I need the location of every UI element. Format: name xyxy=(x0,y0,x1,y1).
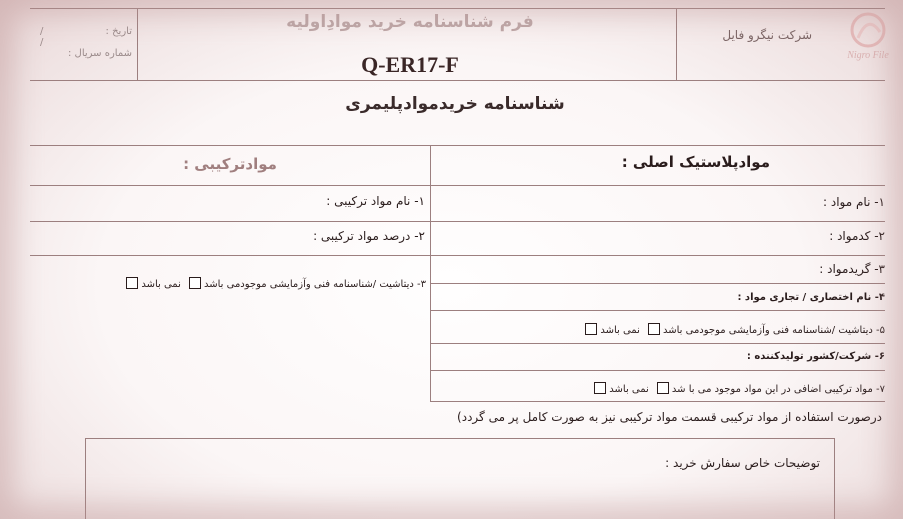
table-center-divider xyxy=(430,145,431,402)
table-row-line xyxy=(30,221,885,222)
right-additives-label: ۷- مواد ترکیبی اضافی در این مواد موجود می با شد xyxy=(671,384,885,395)
table-row-line xyxy=(30,185,885,186)
left-datasheet-available-checkbox[interactable] xyxy=(189,277,201,289)
right-datasheet-unavailable-checkbox[interactable] xyxy=(585,323,597,335)
table-row-line xyxy=(430,343,885,344)
table-row-line xyxy=(430,283,885,284)
right-additives-present-checkbox[interactable] xyxy=(657,382,669,394)
purchase-description-box[interactable] xyxy=(85,438,835,519)
right-column-heading: موادپلاستیک اصلی : xyxy=(621,153,770,171)
header-divider-left xyxy=(137,8,138,80)
right-row-datasheet xyxy=(440,318,885,337)
right-additives-not-label: نمی باشد xyxy=(609,384,649,395)
right-row-material-grade: ۳- گریدمواد : xyxy=(819,262,885,276)
serial-label: شماره سریال : xyxy=(68,48,132,59)
header-bottom-border xyxy=(30,80,885,81)
date-label: تاریخ : xyxy=(105,26,132,37)
company-logo xyxy=(838,8,898,64)
left-datasheet-not-label: نمی باشد xyxy=(141,279,181,290)
right-row-trade-name: ۴- نام اختصاری / تجاری مواد : xyxy=(737,292,885,303)
right-row-material-name: ۱- نام مواد : xyxy=(823,195,885,209)
table-row-line xyxy=(430,310,885,311)
left-datasheet-unavailable-checkbox[interactable] xyxy=(126,277,138,289)
left-row-compound-name: ۱- نام مواد ترکیبی : xyxy=(326,194,425,208)
company-logo-icon xyxy=(838,8,898,64)
right-row-additives xyxy=(440,377,885,396)
right-datasheet-available-checkbox[interactable] xyxy=(648,323,660,335)
form-code: Q-ER17-F xyxy=(361,52,459,77)
table-row-line xyxy=(30,255,885,256)
form-title: فرم شناسنامه خرید موادِاولیه xyxy=(286,12,534,32)
section-title: شناسنامه خریدموادپلیمری xyxy=(345,94,565,114)
right-row-manufacturer: ۶- شرکت/کشور تولیدکننده : xyxy=(746,351,885,362)
right-additives-absent-checkbox[interactable] xyxy=(594,382,606,394)
purchase-description-label: توضیحات خاص سفارش خرید : xyxy=(665,456,820,470)
right-datasheet-label: ۵- دیتاشیت /شناسنامه فنی وآزمایشی موجودمی باشد xyxy=(662,325,885,336)
section-title-bottom-border xyxy=(30,145,885,146)
left-row-compound-percent: ۲- درصد مواد ترکیبی : xyxy=(313,229,425,243)
logo-text: Nigro File xyxy=(847,50,889,61)
compound-note: درصورت استفاده از مواد ترکیبی قسمت مواد ترکیبی نیز به صورت کامل پر می گردد) xyxy=(457,410,882,424)
right-datasheet-not-label: نمی باشد xyxy=(600,325,640,336)
header-top-border xyxy=(30,8,885,9)
left-column-heading: موادترکیبی : xyxy=(183,155,277,173)
date-field[interactable]: / / xyxy=(40,26,58,48)
table-row-line xyxy=(430,370,885,371)
company-name: شرکت نیگرو فایل xyxy=(722,28,812,42)
table-row-line xyxy=(430,401,885,402)
left-datasheet-label: ۳- دیتاشیت /شناسنامه فنی وآزمایشی موجودمی باشد xyxy=(203,279,426,290)
left-row-datasheet xyxy=(60,272,426,291)
header-divider-right xyxy=(676,8,677,80)
right-row-material-code: ۲- کدمواد : xyxy=(829,229,885,243)
